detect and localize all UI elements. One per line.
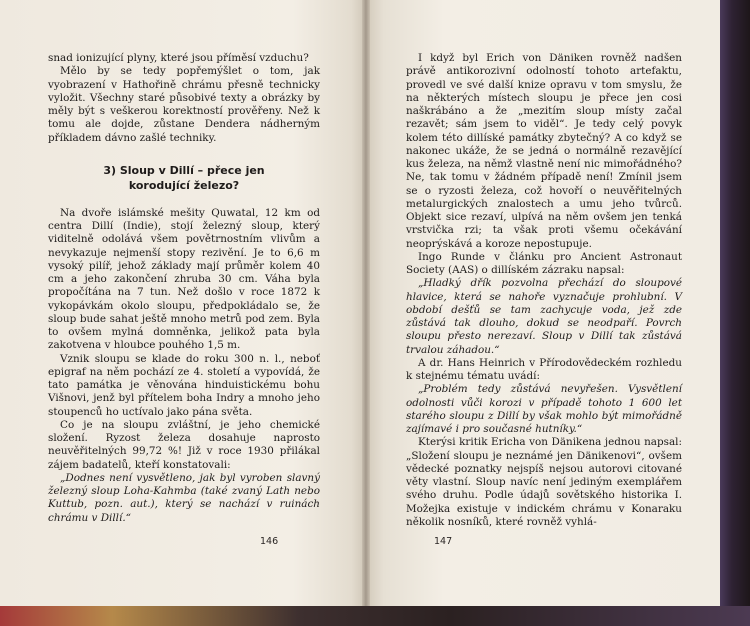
paragraph: A dr. Hans Heinrich v Přírodovědeckém rozhledu k stejnému tématu uvádí: [406,356,682,382]
quote-paragraph [406,277,682,357]
right-text-column [406,52,682,529]
page-number: 146 [260,536,279,547]
heading-line: korodující železo? [128,178,240,192]
left-text-column [48,52,320,525]
paragraph: Kterýsi kritik Ericha von Dänikena jednou napsal: „Složení sloupu je neznámé jen Dänikenovi“, ovšem vědecké poznatky nejspíš nejsou autorovi citované věty vlastní. Sloup navíc není jediným exemplářem svého druhu. Podle údajů sovětského historika I. Možejka existuje v indickém chrámu v Konaraku několik nosníků, které rovněž vyhlá- [406,436,682,528]
right-page [366,0,720,606]
quote-paragraph [406,383,682,436]
quote-paragraph [48,472,320,525]
page-number: 147 [434,536,453,547]
quote-text: „Hladký dřík pozvolna přechází do sloupové hlavice, která se nahoře vyznačuje prohlubní. V období dešťů se tam zachycuje voda, jež zde zůstává tak dlouho, dokud se neodpaří. Povrch sloupu přesto nerezaví. Sloup v Dillí tak zůstává trvalou záhadou.“ [406,277,682,356]
paragraph: I když byl Erich von Däniken rovněž nadšen právě antikorozivní odolností tohoto artefaktu, provedl ve své další knize opravu v tom smyslu, že na některých místech sloupu je přece jen cosi naškrábáno a že „mezitím sloup místy začal rezavět; sám jsem to viděl“. Je tedy celý povyk kolem této dillíské památky zbytečný? A co když se nakonec ukáže, že se jedná o normálně rezavějící kus železa, na němž vlastně není nic mimořádného? Ne, tak tomu v žádném případě není! Zmínil jsem se o ryzosti železa, což hovoří o neuvěřitelných metalurgických znalostech a umu jeho tvůrců. Objekt sice rezaví, ulpívá na něm ovšem jen tenká vrstvička rzi; ta však proti všemu očekávání neoprýskává a koroze nepostupuje. [406,52,682,250]
book-gutter [362,0,370,606]
paragraph: Co je na sloupu zvláštní, je jeho chemické složení. Ryzost železa dosahuje naprosto neuvěřitelných 99,72 %! Již v roce 1930 přilákal zájem badatelů, kteří konstatovali: [48,418,320,471]
paragraph: Vznik sloupu se klade do roku 300 n. l., neboť epigraf na něm pochází ze 4. století a vypovídá, že tato památka je věnována hinduistickému bohu Višnovi, jenž byl přítelem boha Indry a mnoho jeho stoupenců ho uctívalo jako pána světa. [48,352,320,418]
paragraph: Ingo Runde v článku pro Ancient Astronaut Society (AAS) o dillíském zázraku napsal: [406,250,682,276]
left-page [0,0,366,606]
section-heading [48,163,320,193]
paragraph: Na dvoře islámské mešity Quwatal, 12 km od centra Dillí (Indie), stojí železný sloup, který viditelně odolává všem povětrnostním vlivům a nevykazuje nejmenší stopy rezivění. Je to 6,6 m vysoký pilíř, jehož základy mají průměr kolem 40 cm a jeho zakončení zhruba 30 cm. Váha byla propočítána na 7 tun. Než došlo v roce 1872 k vykopávkám okolo sloupu, předpokládalo se, že sloup bude sahat ještě mnoho metrů pod zem. Byla to ovšem mylná domněnka, jelikož pata byla zakotvena v hloubce pouhého 1,5 m. [48,206,320,352]
heading-line: 3) Sloup v Dillí – přece jen [103,163,265,177]
paragraph: snad ionizující plyny, které jsou příměsí vzduchu? [48,52,309,64]
quote-text: „Problém tedy zůstává nevyřešen. Vysvětlení odolnosti vůči korozi v případě tohoto 1 600 let starého sloupu z Dillí by však mohlo být mimořádně zajímavé i pro současné hutníky.“ [406,383,682,435]
paragraph: Mělo by se tedy popřemýšlet o tom, jak vyobrazení v Hathořině chrámu přesně technicky vyložit. Všechny staré působivé texty a obrázky by měly být s veškerou korektností prověřeny. Než k tomu ale dojde, zůstane Dendera nádherným příkladem dávno zašlé techniky. [48,65,320,144]
book-cover-edge [720,0,750,626]
quote-text: „Dodnes není vysvětleno, jak byl vyroben slavný železný sloup Loha-Kahmba (také zvaný Lath nebo Kuttub, pozn. aut.), který se nachází v ruinách chrámu v Dillí.“ [48,471,320,524]
book-bottom-edge [0,606,750,626]
